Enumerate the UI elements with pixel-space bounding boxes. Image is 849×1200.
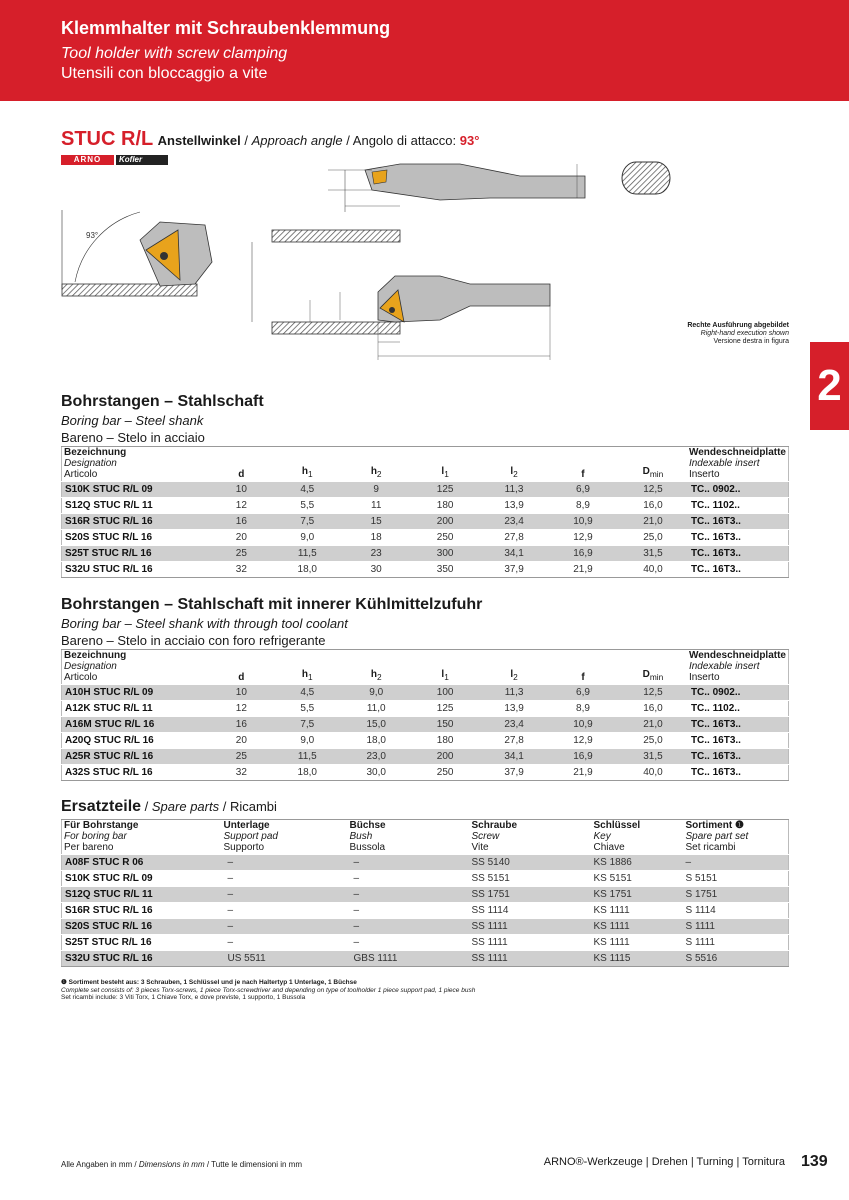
spare-col-header: Büchse Bush Bussola — [348, 820, 470, 855]
table-cell: S12Q STUC R/L 11 — [62, 887, 222, 903]
table-cell: A25R STUC R/L 16 — [62, 749, 212, 765]
units-de: Alle Angaben in mm — [61, 1160, 133, 1169]
table-cell: 300 — [409, 546, 481, 562]
coolant-boring-bar-table — [61, 649, 789, 781]
table-cell: 11,5 — [271, 546, 343, 562]
table-cell: S16R STUC R/L 16 — [62, 514, 212, 530]
table-cell: – — [222, 855, 348, 871]
arno-logo: ARNO — [61, 155, 114, 165]
table-row — [62, 482, 789, 498]
table-cell: S10K STUC R/L 09 — [62, 871, 222, 887]
table-cell: KS 1751 — [592, 887, 684, 903]
table-cell: A20Q STUC R/L 16 — [62, 733, 212, 749]
table-cell: 25,0 — [619, 530, 687, 546]
chapter-tab[interactable]: 2 — [810, 342, 849, 430]
table-cell: 21,9 — [547, 562, 619, 578]
table-row — [62, 514, 789, 530]
table-cell: – — [222, 935, 348, 951]
table-row — [62, 546, 789, 562]
table-cell: 8,9 — [547, 701, 619, 717]
table-cell: 10,9 — [547, 514, 619, 530]
footer-brand: ARNO®-Werkzeuge | Drehen | Turning | Tornitura — [543, 1156, 785, 1168]
table-cell: KS 1111 — [592, 935, 684, 951]
table-cell: 15,0 — [343, 717, 409, 733]
table-row — [62, 498, 789, 514]
table-cell: – — [222, 887, 348, 903]
table-row — [62, 717, 789, 733]
table-cell: 11,3 — [481, 482, 547, 498]
approach-angle: 93° — [459, 133, 480, 148]
table-cell: A12K STUC R/L 11 — [62, 701, 212, 717]
table-cell: US 5511 — [222, 951, 348, 967]
table-cell: 32 — [211, 562, 271, 578]
table-cell: TC.. 16T3.. — [687, 514, 789, 530]
page-number: 139 — [801, 1153, 828, 1170]
col-l1: $l_1$ — [409, 447, 481, 482]
table-cell: KS 1886 — [592, 855, 684, 871]
table-row — [62, 530, 789, 546]
table-cell: SS 1751 — [470, 887, 592, 903]
table-cell: S12Q STUC R/L 11 — [62, 498, 212, 514]
spare-title-de: Ersatzteile — [61, 798, 142, 815]
table-cell: 20 — [211, 733, 271, 749]
table-cell: 12 — [211, 701, 271, 717]
table-cell: SS 1111 — [470, 935, 592, 951]
table-row — [62, 951, 789, 967]
table-cell: TC.. 16T3.. — [687, 562, 789, 578]
table-cell: 10 — [211, 482, 271, 498]
table-cell: 9,0 — [271, 530, 343, 546]
table-cell: 9,0 — [343, 685, 409, 701]
table-cell: 37,9 — [481, 562, 547, 578]
table-cell: S 1111 — [684, 935, 789, 951]
table-cell: 12,9 — [547, 530, 619, 546]
table-cell: 25 — [211, 546, 271, 562]
table-cell: S 5516 — [684, 951, 789, 967]
col-d: d — [211, 650, 271, 685]
table-cell: 11,3 — [481, 685, 547, 701]
table-cell: 34,1 — [481, 749, 547, 765]
spare-col-header: Schlüssel Key Chiave — [592, 820, 684, 855]
table-row — [62, 935, 789, 951]
table-cell: TC.. 16T3.. — [687, 530, 789, 546]
table-cell: 23,0 — [343, 749, 409, 765]
table-cell: 34,1 — [481, 546, 547, 562]
table-cell: 200 — [409, 514, 481, 530]
table-cell: 250 — [409, 765, 481, 781]
col-dmin: $D_{min}$ — [619, 447, 687, 482]
table-cell: 21,9 — [547, 765, 619, 781]
table-cell: – — [348, 871, 470, 887]
table-cell: TC.. 0902.. — [687, 482, 789, 498]
spare-col-header: Für Bohrstange For boring bar Per bareno — [62, 820, 222, 855]
footnote-it: Set ricambi include: 3 Viti Torx, 1 Chiave Torx, e dove previste, 1 supporto, 1 Bussola — [61, 994, 306, 1001]
table-cell: 180 — [409, 733, 481, 749]
table-cell: S20S STUC R/L 16 — [62, 919, 222, 935]
info-icon: ❶ — [732, 820, 744, 831]
table-cell: 6,9 — [547, 685, 619, 701]
table-cell: 25,0 — [619, 733, 687, 749]
table-cell: GBS 1111 — [348, 951, 470, 967]
table-cell: 23,4 — [481, 717, 547, 733]
table-cell: TC.. 16T3.. — [687, 717, 789, 733]
table-cell: 11 — [343, 498, 409, 514]
table-cell: A16M STUC R/L 16 — [62, 717, 212, 733]
table-cell: – — [348, 919, 470, 935]
table-cell: 4,5 — [271, 685, 343, 701]
table-cell: KS 5151 — [592, 871, 684, 887]
col-l2: $l_2$ — [481, 650, 547, 685]
table-cell: 250 — [409, 530, 481, 546]
table-cell: 15 — [343, 514, 409, 530]
figure-note-en: Right-hand execution shown — [700, 330, 789, 337]
section1-title — [61, 392, 264, 446]
table-cell: 16,9 — [547, 546, 619, 562]
spare-col-header: Sortiment ❶ Spare part set Set ricambi — [684, 820, 789, 855]
table-cell: S 1114 — [684, 903, 789, 919]
col-d: d — [211, 447, 271, 482]
spare-footnote — [61, 979, 661, 1002]
col-h2: $h_2$ — [343, 650, 409, 685]
table-cell: – — [348, 855, 470, 871]
table-cell: 32 — [211, 765, 271, 781]
table-cell: KS 1115 — [592, 951, 684, 967]
table-row — [62, 765, 789, 781]
table-cell: 27,8 — [481, 733, 547, 749]
table-cell: 21,0 — [619, 514, 687, 530]
table-cell: TC.. 16T3.. — [687, 749, 789, 765]
angle-label: 93° — [86, 231, 99, 240]
table-cell: TC.. 16T3.. — [687, 733, 789, 749]
col-h2: $h_2$ — [343, 447, 409, 482]
table-cell: S 1111 — [684, 919, 789, 935]
approach-label-it: Angolo di attacco: — [352, 133, 457, 148]
table-cell: KS 1111 — [592, 919, 684, 935]
units-en: Dimensions in mm — [138, 1160, 205, 1169]
table-cell: – — [222, 919, 348, 935]
table-cell: SS 5151 — [470, 871, 592, 887]
table-cell: TC.. 1102.. — [687, 498, 789, 514]
section2-title — [61, 595, 482, 649]
table-cell: A10H STUC R/L 09 — [62, 685, 212, 701]
table-cell: 18,0 — [271, 765, 343, 781]
table-cell: 11,0 — [343, 701, 409, 717]
table-row — [62, 871, 789, 887]
section2-title-en: Boring bar – Steel shank with through tool coolant — [61, 616, 348, 631]
table-row — [62, 701, 789, 717]
col-l2: $l_2$ — [481, 447, 547, 482]
table-cell: 27,8 — [481, 530, 547, 546]
table-cell: 13,9 — [481, 701, 547, 717]
section2-title-de: Bohrstangen – Stahlschaft mit innerer Kühlmittelzufuhr — [61, 596, 483, 613]
table-cell: 30,0 — [343, 765, 409, 781]
spare-title-it: Ricambi — [229, 799, 277, 814]
table-row — [62, 562, 789, 578]
approach-label-en: Approach angle — [251, 133, 343, 148]
col-dmin: $D_{min}$ — [619, 650, 687, 685]
col-f: f — [547, 447, 619, 482]
table-cell: 4,5 — [271, 482, 343, 498]
table-cell: S25T STUC R/L 16 — [62, 546, 212, 562]
table-cell: S16R STUC R/L 16 — [62, 903, 222, 919]
table-cell: TC.. 0902.. — [687, 685, 789, 701]
table-cell: 8,9 — [547, 498, 619, 514]
col-insert: Wendeschneidplatte Indexable insert Inserto — [687, 650, 789, 685]
table-cell: – — [348, 887, 470, 903]
table-row — [62, 903, 789, 919]
table-cell: 16 — [211, 514, 271, 530]
table-cell: – — [222, 903, 348, 919]
spare-parts-table — [61, 819, 789, 967]
col-l1: $l_1$ — [409, 650, 481, 685]
table-cell: 7,5 — [271, 514, 343, 530]
top-view — [328, 164, 585, 212]
table-cell: S32U STUC R/L 16 — [62, 951, 222, 967]
footnote-de: ❶ Sortiment besteht aus: 3 Schrauben, 1 Schlüssel und je nach Haltertyp 1 Unterlage, 1 Büchse — [61, 979, 357, 986]
col-designation: Bezeichnung Designation Articolo — [62, 650, 212, 685]
product-title: STUC R/L Anstellwinkel / Approach angle / Angolo di attacco: 93° — [61, 128, 480, 150]
table-cell: 350 — [409, 562, 481, 578]
figure-note-it: Versione destra in figura — [713, 338, 789, 345]
table-row — [62, 685, 789, 701]
col-h1: $h_1$ — [271, 447, 343, 482]
table-cell: 16,9 — [547, 749, 619, 765]
table-cell: 180 — [409, 498, 481, 514]
table-cell: 37,9 — [481, 765, 547, 781]
table-cell: 9 — [343, 482, 409, 498]
product-name: STUC R/L — [61, 128, 154, 150]
header-title-it: Utensili con bloccaggio a vite — [61, 65, 268, 82]
table-cell: KS 1111 — [592, 903, 684, 919]
col-designation: Bezeichnung Designation Articolo — [62, 447, 212, 482]
table-cell: S 1751 — [684, 887, 789, 903]
section1-title-en: Boring bar – Steel shank — [61, 413, 204, 428]
table-cell: TC.. 16T3.. — [687, 546, 789, 562]
col-f: f — [547, 650, 619, 685]
table-cell: 21,0 — [619, 717, 687, 733]
table-row — [62, 887, 789, 903]
table-cell: 23 — [343, 546, 409, 562]
footnote-en: Complete set consists of: 3 pieces Torx-screws, 1 piece Torx-screwdriver and depending on type of toolholder 1 piece support pad, 1 piece bush — [61, 986, 476, 994]
table-row — [62, 733, 789, 749]
side-view — [252, 230, 550, 360]
table-cell: 23,4 — [481, 514, 547, 530]
table-cell: 100 — [409, 685, 481, 701]
table-row — [62, 919, 789, 935]
technical-drawing — [0, 0, 849, 370]
header-title-en: Tool holder with screw clamping — [61, 45, 288, 62]
table-cell: 5,5 — [271, 701, 343, 717]
header-title-de: Klemmhalter mit Schraubenklemmung — [61, 18, 391, 38]
spare-title-en: Spare parts — [151, 799, 220, 814]
table-cell: 7,5 — [271, 717, 343, 733]
spare-parts-title: Ersatzteile / Spare parts / Ricambi — [61, 798, 277, 815]
table-cell: 10,9 — [547, 717, 619, 733]
table-cell: S20S STUC R/L 16 — [62, 530, 212, 546]
table-cell: 16,0 — [619, 701, 687, 717]
table-cell: 12 — [211, 498, 271, 514]
table-cell: SS 5140 — [470, 855, 592, 871]
section2-title-it: Bareno – Stelo in acciaio con foro refrigerante — [61, 633, 326, 648]
table-cell: 11,5 — [271, 749, 343, 765]
col-insert: Wendeschneidplatte Indexable insert Inserto — [687, 447, 789, 482]
table-cell: SS 1111 — [470, 919, 592, 935]
table-cell: 200 — [409, 749, 481, 765]
table-cell: 16 — [211, 717, 271, 733]
table-cell: S10K STUC R/L 09 — [62, 482, 212, 498]
section1-title-it: Bareno – Stelo in acciaio — [61, 430, 205, 445]
approach-label-de: Anstellwinkel — [157, 133, 241, 148]
table-cell: S25T STUC R/L 16 — [62, 935, 222, 951]
table-cell: 31,5 — [619, 749, 687, 765]
figure-note — [640, 322, 789, 346]
table-cell: TC.. 1102.. — [687, 701, 789, 717]
table-cell: 5,5 — [271, 498, 343, 514]
spare-col-header: Schraube Screw Vite — [470, 820, 592, 855]
spare-col-header: Unterlage Support pad Supporto — [222, 820, 348, 855]
table-cell: 40,0 — [619, 765, 687, 781]
section1-title-de: Bohrstangen – Stahlschaft — [61, 393, 264, 410]
table-cell: A32S STUC R/L 16 — [62, 765, 212, 781]
angle-detail — [62, 210, 212, 296]
kofler-logo: Kofler — [116, 155, 168, 165]
shank-section — [622, 162, 670, 194]
table-cell: 9,0 — [271, 733, 343, 749]
table-row — [62, 749, 789, 765]
table-cell: 150 — [409, 717, 481, 733]
spare-header-row — [62, 820, 789, 855]
col-h1: $h_1$ — [271, 650, 343, 685]
table-cell: SS 1111 — [470, 951, 592, 967]
table-cell: 31,5 — [619, 546, 687, 562]
table-cell: TC.. 16T3.. — [687, 765, 789, 781]
table-cell: 16,0 — [619, 498, 687, 514]
figure-note-de: Rechte Ausführung abgebildet — [687, 322, 789, 329]
table-cell: 40,0 — [619, 562, 687, 578]
table-cell: S32U STUC R/L 16 — [62, 562, 212, 578]
table-cell: 125 — [409, 701, 481, 717]
table-row — [62, 855, 789, 871]
table-cell: 18 — [343, 530, 409, 546]
table-cell: 12,5 — [619, 685, 687, 701]
table-cell: 20 — [211, 530, 271, 546]
table-cell: 25 — [211, 749, 271, 765]
table-cell: – — [348, 903, 470, 919]
table-cell: 13,9 — [481, 498, 547, 514]
units-it: Tutte le dimensioni in mm — [211, 1160, 303, 1169]
footer-units: Alle Angaben in mm / Dimensions in mm / Tutte le dimensioni in mm — [61, 1160, 303, 1169]
table-cell: 18,0 — [343, 733, 409, 749]
table-cell: 12,9 — [547, 733, 619, 749]
table-cell: 12,5 — [619, 482, 687, 498]
table-cell: – — [684, 855, 789, 871]
table-cell: SS 1114 — [470, 903, 592, 919]
table-cell: – — [348, 935, 470, 951]
table-cell: 10 — [211, 685, 271, 701]
table-cell: A08F STUC R 06 — [62, 855, 222, 871]
table-cell: 30 — [343, 562, 409, 578]
table-cell: – — [222, 871, 348, 887]
table-cell: 6,9 — [547, 482, 619, 498]
table-cell: 125 — [409, 482, 481, 498]
table-cell: 18,0 — [271, 562, 343, 578]
boring-bar-table — [61, 446, 789, 578]
table-cell: S 5151 — [684, 871, 789, 887]
